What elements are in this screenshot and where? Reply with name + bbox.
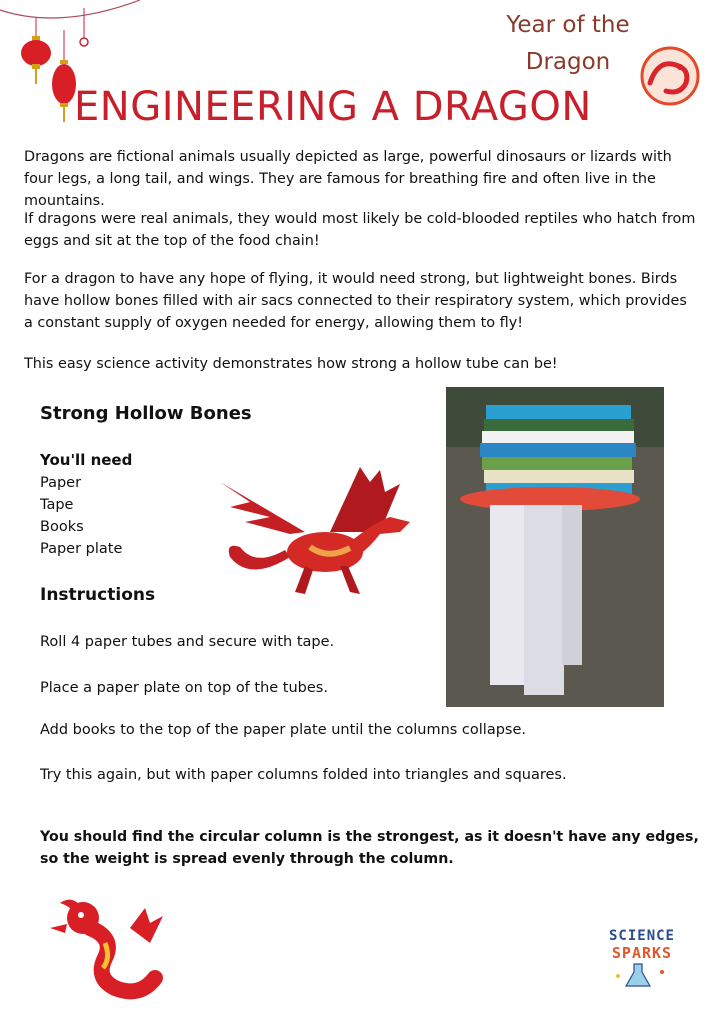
needs-item: Tape bbox=[40, 497, 74, 513]
instruction-step: Roll 4 paper tubes and secure with tape. bbox=[40, 634, 335, 650]
logo-line2: SPARKS bbox=[611, 944, 673, 962]
instruction-step: Add books to the top of the paper plate until the columns collapse. bbox=[40, 722, 526, 738]
activity-title: Strong Hollow Bones bbox=[40, 403, 252, 424]
instruction-step: Place a paper plate on top of the tubes. bbox=[40, 680, 328, 696]
flask-icon bbox=[600, 962, 684, 990]
needs-item: Paper plate bbox=[40, 541, 123, 557]
instruction-step: Try this again, but with paper columns folded into triangles and squares. bbox=[40, 767, 567, 783]
science-sparks-logo bbox=[600, 928, 684, 1000]
needs-item: Books bbox=[40, 519, 84, 535]
instructions-heading: Instructions bbox=[40, 585, 156, 605]
intro-paragraph: For a dragon to have any hope of flying, it would need strong, but lightweight bones. Birds have hollow bones filled with air sacs connected to their respiratory system, which provides a constant supply of oxygen needed for energy, allowing them to fly! bbox=[24, 271, 687, 331]
cartoon-dragon-illustration bbox=[45, 888, 170, 1000]
dragon-emblem-icon bbox=[636, 45, 704, 107]
intro-paragraph: If dragons were real animals, they would most likely be cold-blooded reptiles who hatch from eggs and sit at the top of the food chain! bbox=[24, 211, 696, 249]
needs-item: Paper bbox=[40, 475, 82, 491]
logo-line1: SCIENCE bbox=[608, 928, 675, 944]
red-dragon-illustration bbox=[210, 462, 425, 610]
conclusion-text: You should find the circular column is the strongest, as it doesn't have any edges, so the weight is spread evenly through the column. bbox=[40, 829, 699, 867]
page-title: ENGINEERING A DRAGON bbox=[74, 84, 592, 130]
intro-paragraph: This easy science activity demonstrates how strong a hollow tube can be! bbox=[24, 356, 558, 372]
year-of-dragon-label: Year of the Dragon bbox=[506, 12, 630, 75]
needs-heading: You'll need bbox=[40, 451, 133, 469]
intro-paragraph: Dragons are fictional animals usually depicted as large, powerful dinosaurs or lizards with four legs, a long tail, and wings. They are famous for breathing fire and often live in the mountains. bbox=[24, 149, 672, 209]
activity-photo bbox=[446, 387, 664, 707]
